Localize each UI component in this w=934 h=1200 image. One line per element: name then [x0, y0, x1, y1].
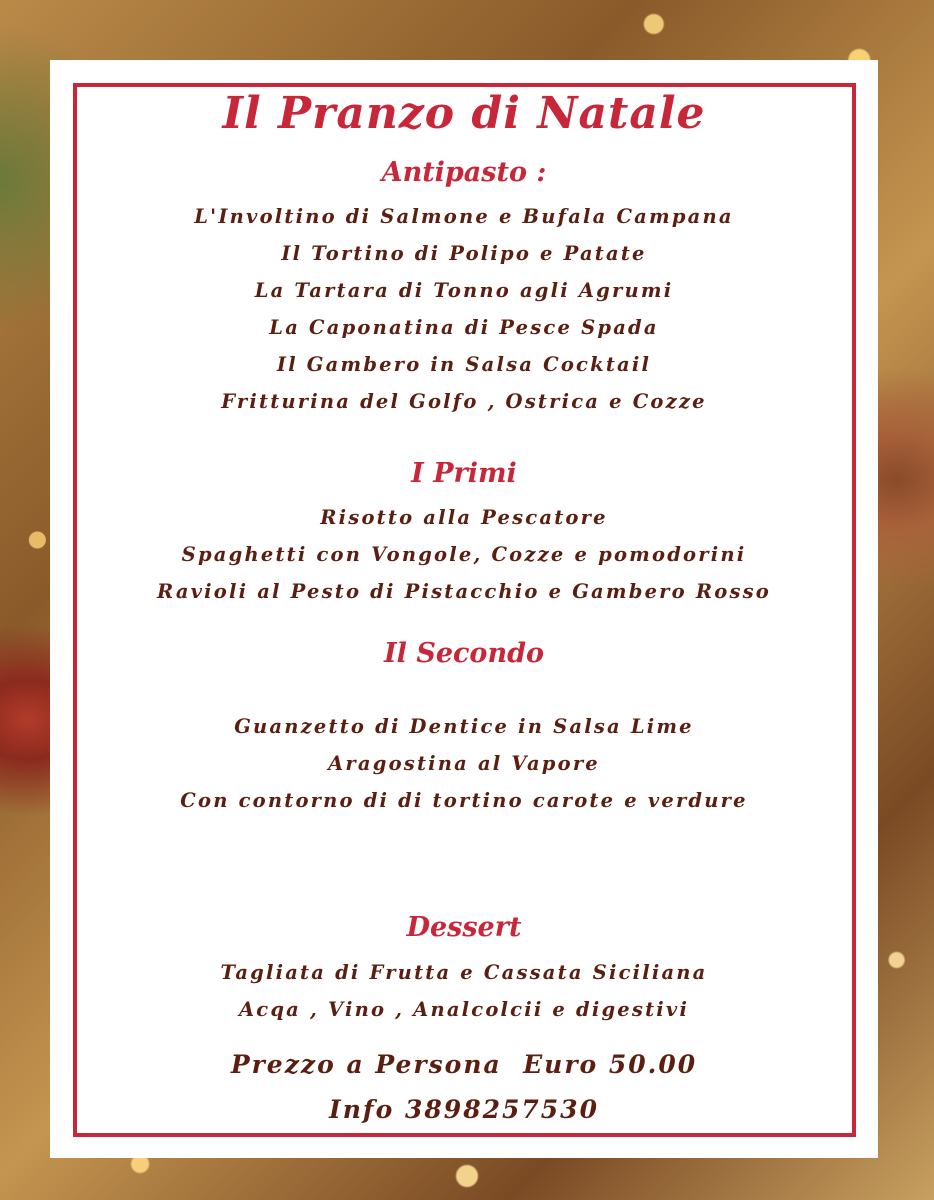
list-item: Guanzetto di Dentice in Salsa Lime: [234, 715, 694, 738]
list-item: Il Tortino di Polipo e Patate: [281, 242, 647, 265]
list-item: La Caponatina di Pesce Spada: [269, 316, 659, 339]
primi-list: [50, 499, 878, 610]
list-item: Risotto alla Pescatore: [320, 506, 608, 529]
section-heading-primi: I Primi: [411, 458, 517, 489]
price-line: Prezzo a Persona Euro 50.00: [230, 1050, 698, 1079]
list-item: L'Involtino di Salmone e Bufala Campana: [194, 205, 734, 228]
menu-card: [50, 60, 878, 1158]
list-item: Il Gambero in Salsa Cocktail: [276, 353, 652, 376]
list-item: Acqa , Vino , Analcolcii e digestivi: [238, 998, 690, 1021]
list-item: Con contorno di di tortino carote e verdure: [180, 789, 748, 812]
list-item: Fritturina del Golfo , Ostrica e Cozze: [221, 390, 707, 413]
info-phone: Info 3898257530: [329, 1095, 599, 1124]
list-item: Spaghetti con Vongole, Cozze e pomodorini: [181, 543, 747, 566]
section-heading-secondo: Il Secondo: [384, 638, 544, 669]
dessert-list: [50, 954, 878, 1028]
section-heading-dessert: Dessert: [406, 912, 522, 943]
section-heading-antipasto: Antipasto :: [381, 157, 547, 188]
list-item: La Tartara di Tonno agli Agrumi: [254, 279, 674, 302]
antipasto-list: [50, 198, 878, 420]
list-item: Ravioli al Pesto di Pistacchio e Gambero Rosso: [156, 580, 772, 603]
list-item: Tagliata di Frutta e Cassata Siciliana: [220, 961, 708, 984]
menu-title: Il Pranzo di Natale: [222, 88, 706, 139]
list-item: Aragostina al Vapore: [328, 752, 600, 775]
secondo-list: [50, 708, 878, 819]
